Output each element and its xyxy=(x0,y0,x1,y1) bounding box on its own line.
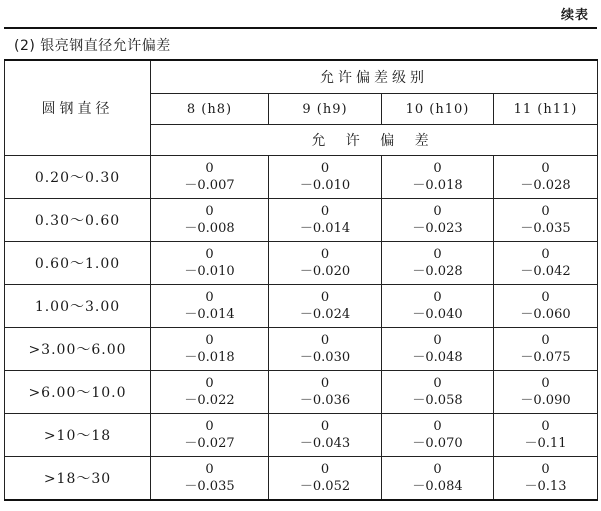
upper-deviation: 0 xyxy=(541,376,550,391)
upper-deviation: 0 xyxy=(433,376,442,391)
upper-deviation: 0 xyxy=(541,247,550,262)
deviation-cell xyxy=(494,285,598,328)
deviation-cell xyxy=(269,371,382,414)
deviation-cell xyxy=(382,285,494,328)
upper-deviation: 0 xyxy=(433,462,442,477)
tolerance-table xyxy=(4,59,598,501)
deviation-value xyxy=(300,461,350,495)
lower-deviation: －0.084 xyxy=(412,479,463,494)
table-row xyxy=(5,328,598,371)
deviation-cell xyxy=(382,328,494,371)
deviation-value xyxy=(300,246,350,280)
deviation-cell xyxy=(269,457,382,501)
deviation-cell xyxy=(151,414,269,457)
deviation-value xyxy=(412,461,462,495)
grade-header-10: 10 (h10) xyxy=(382,94,494,125)
upper-deviation: 0 xyxy=(541,204,550,219)
deviation-cell xyxy=(494,457,598,501)
deviation-cell xyxy=(151,156,269,199)
diameter-cell: >18～30 xyxy=(5,457,151,501)
deviation-value xyxy=(412,246,462,280)
deviation-value xyxy=(184,246,234,280)
deviation-value xyxy=(300,375,350,409)
lower-deviation: －0.058 xyxy=(412,393,463,408)
deviation-value xyxy=(412,203,462,237)
deviation-cell xyxy=(151,371,269,414)
grade-header-9: 9 (h9) xyxy=(269,94,382,125)
table-body xyxy=(5,156,598,501)
deviation-cell xyxy=(382,242,494,285)
table-row xyxy=(5,285,598,328)
deviation-cell xyxy=(382,414,494,457)
deviation-value xyxy=(412,160,462,194)
lower-deviation: －0.018 xyxy=(412,178,463,193)
lower-deviation: －0.028 xyxy=(412,264,463,279)
upper-deviation: 0 xyxy=(320,161,330,176)
lower-deviation: －0.075 xyxy=(520,350,571,365)
diameter-column-header: 圆钢直径 xyxy=(5,60,151,156)
deviation-value xyxy=(300,160,350,194)
deviation-cell xyxy=(269,242,382,285)
upper-deviation: 0 xyxy=(205,333,214,348)
grade-group-header: 允许偏差级别 xyxy=(151,60,598,94)
deviation-value xyxy=(300,332,350,366)
lower-deviation: －0.048 xyxy=(412,350,463,365)
upper-deviation: 0 xyxy=(205,419,214,434)
upper-deviation: 0 xyxy=(205,204,214,219)
lower-deviation: －0.052 xyxy=(299,479,351,494)
lower-deviation: －0.022 xyxy=(184,393,235,408)
diameter-cell: 0.20～0.30 xyxy=(5,156,151,199)
lower-deviation: －0.040 xyxy=(412,307,463,322)
top-rule xyxy=(4,27,597,29)
deviation-cell xyxy=(151,457,269,501)
upper-deviation: 0 xyxy=(433,419,442,434)
upper-deviation: 0 xyxy=(205,290,214,305)
deviation-cell xyxy=(151,242,269,285)
section-title: (2) 银亮钢直径允许偏差 xyxy=(14,38,171,54)
deviation-value xyxy=(184,375,234,409)
lower-deviation: －0.014 xyxy=(299,221,351,236)
upper-deviation: 0 xyxy=(320,462,330,477)
deviation-value xyxy=(184,160,234,194)
lower-deviation: －0.035 xyxy=(520,221,571,236)
lower-deviation: －0.11 xyxy=(524,436,567,451)
continued-label: 续表 xyxy=(560,8,589,23)
diameter-cell: 0.60～1.00 xyxy=(5,242,151,285)
lower-deviation: －0.035 xyxy=(184,479,235,494)
deviation-cell xyxy=(494,414,598,457)
lower-deviation: －0.008 xyxy=(184,221,235,236)
upper-deviation: 0 xyxy=(541,419,550,434)
lower-deviation: －0.024 xyxy=(299,307,351,322)
deviation-value xyxy=(412,332,462,366)
upper-deviation: 0 xyxy=(433,290,442,305)
upper-deviation: 0 xyxy=(541,161,550,176)
deviation-cell xyxy=(494,156,598,199)
lower-deviation: －0.007 xyxy=(184,178,235,193)
upper-deviation: 0 xyxy=(320,376,330,391)
diameter-cell: >6.00～10.0 xyxy=(5,371,151,414)
upper-deviation: 0 xyxy=(320,247,330,262)
deviation-cell xyxy=(151,328,269,371)
deviation-cell xyxy=(269,285,382,328)
deviation-value xyxy=(412,289,462,323)
lower-deviation: －0.014 xyxy=(184,307,235,322)
lower-deviation: －0.028 xyxy=(520,178,571,193)
table-row xyxy=(5,242,598,285)
upper-deviation: 0 xyxy=(205,161,214,176)
deviation-value xyxy=(520,375,570,409)
deviation-value xyxy=(520,203,570,237)
lower-deviation: －0.090 xyxy=(520,393,571,408)
upper-deviation: 0 xyxy=(320,333,330,348)
lower-deviation: －0.070 xyxy=(412,436,463,451)
table-row xyxy=(5,371,598,414)
deviation-value xyxy=(520,246,570,280)
deviation-cell xyxy=(382,156,494,199)
upper-deviation: 0 xyxy=(320,290,330,305)
deviation-cell xyxy=(269,156,382,199)
grade-header-11: 11 (h11) xyxy=(494,94,598,125)
deviation-value xyxy=(300,203,350,237)
deviation-value xyxy=(520,332,570,366)
grade-header-8: 8 (h8) xyxy=(151,94,269,125)
upper-deviation: 0 xyxy=(205,376,214,391)
diameter-cell: 0.30～0.60 xyxy=(5,199,151,242)
upper-deviation: 0 xyxy=(433,247,442,262)
deviation-value xyxy=(520,160,570,194)
deviation-cell xyxy=(494,371,598,414)
deviation-value xyxy=(412,418,462,452)
diameter-cell: 1.00～3.00 xyxy=(5,285,151,328)
upper-deviation: 0 xyxy=(433,333,442,348)
deviation-cell xyxy=(269,414,382,457)
deviation-cell xyxy=(382,457,494,501)
table-row xyxy=(5,457,598,501)
upper-deviation: 0 xyxy=(320,419,330,434)
lower-deviation: －0.036 xyxy=(299,393,351,408)
lower-deviation: －0.027 xyxy=(184,436,235,451)
deviation-cell xyxy=(494,242,598,285)
table-row xyxy=(5,156,598,199)
deviation-value xyxy=(184,203,234,237)
deviation-value xyxy=(184,418,234,452)
deviation-value xyxy=(300,418,350,452)
upper-deviation: 0 xyxy=(205,247,214,262)
deviation-cell xyxy=(382,199,494,242)
deviation-value xyxy=(300,289,350,323)
lower-deviation: －0.060 xyxy=(520,307,571,322)
upper-deviation: 0 xyxy=(541,462,550,477)
lower-deviation: －0.042 xyxy=(520,264,571,279)
upper-deviation: 0 xyxy=(541,290,550,305)
deviation-cell xyxy=(382,371,494,414)
deviation-value xyxy=(184,289,234,323)
deviation-value xyxy=(184,332,234,366)
lower-deviation: －0.023 xyxy=(412,221,463,236)
deviation-cell xyxy=(269,328,382,371)
table-row xyxy=(5,199,598,242)
lower-deviation: －0.020 xyxy=(299,264,351,279)
lower-deviation: －0.010 xyxy=(299,178,351,193)
deviation-cell xyxy=(151,199,269,242)
upper-deviation: 0 xyxy=(320,204,330,219)
lower-deviation: －0.13 xyxy=(524,479,567,494)
deviation-header: 允 许 偏 差 xyxy=(151,125,598,156)
deviation-cell xyxy=(151,285,269,328)
lower-deviation: －0.043 xyxy=(299,436,351,451)
upper-deviation: 0 xyxy=(205,462,214,477)
table-row xyxy=(5,414,598,457)
upper-deviation: 0 xyxy=(433,204,442,219)
lower-deviation: －0.030 xyxy=(299,350,351,365)
deviation-value xyxy=(184,461,234,495)
upper-deviation: 0 xyxy=(541,333,550,348)
deviation-cell xyxy=(269,199,382,242)
deviation-cell xyxy=(494,328,598,371)
deviation-value xyxy=(412,375,462,409)
upper-deviation: 0 xyxy=(433,161,442,176)
lower-deviation: －0.010 xyxy=(184,264,235,279)
diameter-cell: >10～18 xyxy=(5,414,151,457)
lower-deviation: －0.018 xyxy=(184,350,235,365)
deviation-value xyxy=(525,418,567,452)
deviation-value xyxy=(525,461,567,495)
deviation-value xyxy=(520,289,570,323)
deviation-cell xyxy=(494,199,598,242)
diameter-cell: >3.00～6.00 xyxy=(5,328,151,371)
